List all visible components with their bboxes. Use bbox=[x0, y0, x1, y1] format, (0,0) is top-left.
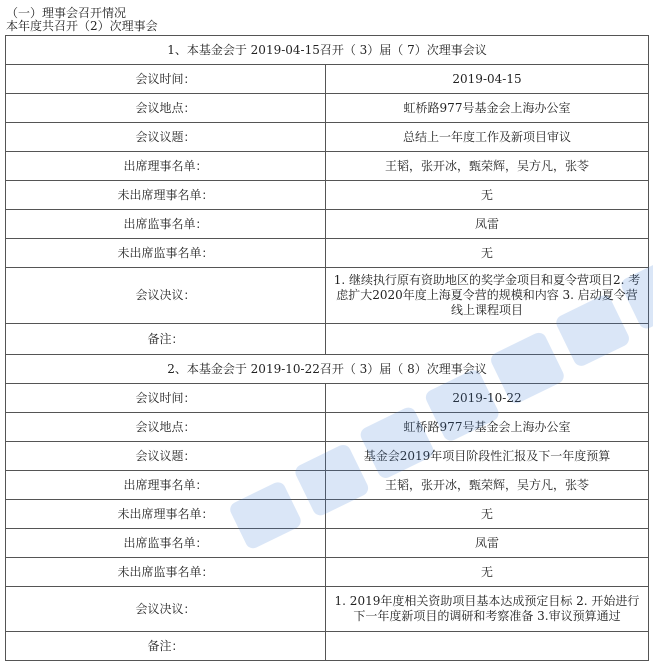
absent-directors-value: 无 bbox=[326, 500, 649, 529]
time-value: 2019-04-15 bbox=[326, 65, 649, 94]
topic-label: 会议议题： bbox=[6, 123, 326, 152]
present-supervisors-label: 出席监事名单： bbox=[6, 210, 326, 239]
table-row bbox=[6, 324, 649, 355]
board-meetings-table bbox=[5, 35, 649, 661]
table-row bbox=[6, 123, 649, 152]
resolution-value: 1. 2019年度相关资助项目基本达成预定目标 2. 开始进行下一年度新项目的调研和考察准备 3.审议预算通过 bbox=[326, 587, 649, 632]
present-directors-label: 出席理事名单： bbox=[6, 152, 326, 181]
remarks-label: 备注： bbox=[6, 324, 326, 355]
remarks-value bbox=[326, 632, 649, 661]
place-value: 虹桥路977号基金会上海办公室 bbox=[326, 94, 649, 123]
present-supervisors-value: 凤雷 bbox=[326, 529, 649, 558]
place-label: 会议地点： bbox=[6, 413, 326, 442]
table-row bbox=[6, 268, 649, 324]
topic-value: 总结上一年度工作及新项目审议 bbox=[326, 123, 649, 152]
meeting-title: 2、本基金会于 2019-10-22召开（ 3）届（ 8）次理事会议 bbox=[6, 355, 649, 384]
absent-supervisors-value: 无 bbox=[326, 239, 649, 268]
absent-supervisors-label: 未出席监事名单： bbox=[6, 239, 326, 268]
table-row bbox=[6, 558, 649, 587]
absent-supervisors-value: 无 bbox=[326, 558, 649, 587]
resolution-label: 会议决议： bbox=[6, 268, 326, 324]
table-row bbox=[6, 632, 649, 661]
present-supervisors-value: 凤雷 bbox=[326, 210, 649, 239]
absent-directors-value: 无 bbox=[326, 181, 649, 210]
present-directors-value: 王韬，张开冰，甄荣辉，吴方凡，张苓 bbox=[326, 471, 649, 500]
resolution-label: 会议决议： bbox=[6, 587, 326, 632]
present-directors-value: 王韬，张开冰，甄荣辉，吴方凡，张苓 bbox=[326, 152, 649, 181]
absent-supervisors-label: 未出席监事名单： bbox=[6, 558, 326, 587]
table-row bbox=[6, 500, 649, 529]
absent-directors-label: 未出席理事名单： bbox=[6, 181, 326, 210]
table-row bbox=[6, 529, 649, 558]
place-value: 虹桥路977号基金会上海办公室 bbox=[326, 413, 649, 442]
table-row bbox=[6, 471, 649, 500]
meeting-count-summary: 本年度共召开（2）次理事会 bbox=[6, 19, 158, 33]
section-heading: （一）理事会召开情况 bbox=[6, 6, 127, 20]
table-row bbox=[6, 384, 649, 413]
table-row bbox=[6, 210, 649, 239]
table-row bbox=[6, 442, 649, 471]
time-value: 2019-10-22 bbox=[326, 384, 649, 413]
time-label: 会议时间： bbox=[6, 384, 326, 413]
absent-directors-label: 未出席理事名单： bbox=[6, 500, 326, 529]
present-directors-label: 出席理事名单： bbox=[6, 471, 326, 500]
table-row bbox=[6, 181, 649, 210]
remarks-label: 备注： bbox=[6, 632, 326, 661]
topic-value: 基金会2019年项目阶段性汇报及下一年度预算 bbox=[326, 442, 649, 471]
table-row bbox=[6, 413, 649, 442]
topic-label: 会议议题： bbox=[6, 442, 326, 471]
table-row bbox=[6, 587, 649, 632]
table-row bbox=[6, 239, 649, 268]
table-row bbox=[6, 65, 649, 94]
meeting-title: 1、本基金会于 2019-04-15召开（ 3）届（ 7）次理事会议 bbox=[6, 36, 649, 65]
place-label: 会议地点： bbox=[6, 94, 326, 123]
present-supervisors-label: 出席监事名单： bbox=[6, 529, 326, 558]
time-label: 会议时间： bbox=[6, 65, 326, 94]
table-row bbox=[6, 152, 649, 181]
table-row bbox=[6, 94, 649, 123]
resolution-value: 1. 继续执行原有资助地区的奖学金项目和夏令营项目2. 考虑扩大2020年度上海夏令营的规模和内容 3. 启动夏令营线上课程项目 bbox=[326, 268, 649, 324]
remarks-value bbox=[326, 324, 649, 355]
